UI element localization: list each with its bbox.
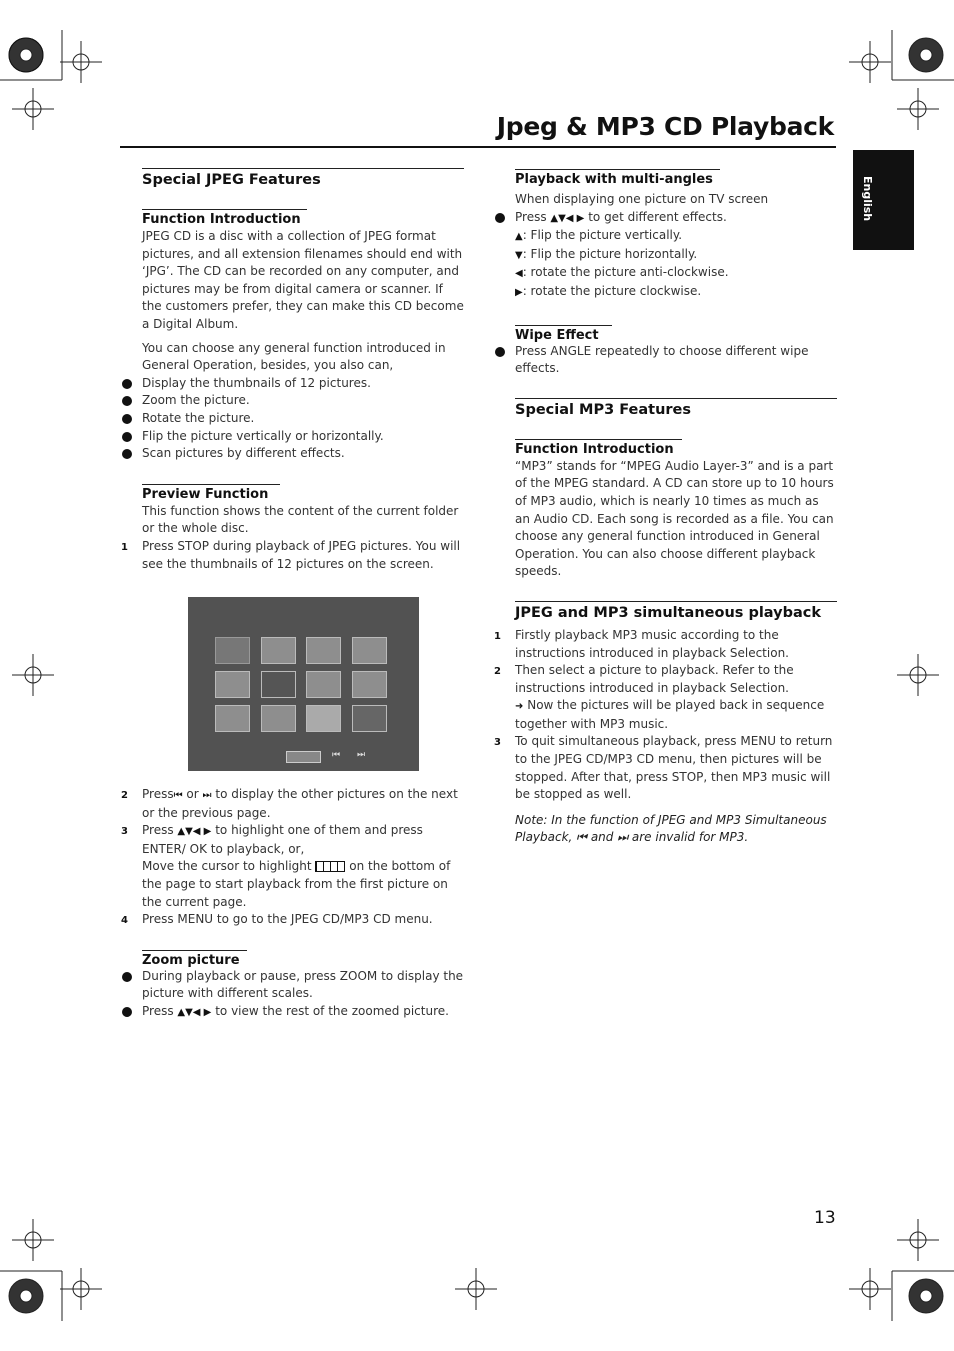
list-item: Flip the picture vertically or horizontally. — [142, 428, 464, 446]
bullet-icon — [122, 432, 132, 442]
up-arrow-icon: ▲ — [515, 231, 523, 243]
thumbnail — [306, 637, 341, 664]
page-title: Jpeg & MP3 CD Playback — [496, 112, 834, 141]
next-icon: ⏭ — [617, 830, 629, 845]
list-item: Press ▲▼◀ ▶ to get different effects. — [515, 209, 837, 228]
step-item: 2 Press⏮ or ⏭ to display the other pictures on the next or the previous page. — [121, 787, 458, 820]
wipe-effect-heading: Wipe Effect — [515, 325, 612, 343]
special-mp3-heading: Special MP3 Features — [515, 398, 837, 418]
step-item: 4 Press MENU to go to the JPEG CD/MP3 CD menu. — [121, 912, 433, 927]
thumbnail-screen — [188, 597, 419, 771]
slideshow-icon — [286, 751, 321, 763]
rotate-anticlockwise-line: ◀: rotate the picture anti-clockwise. — [515, 265, 729, 280]
list-item: Press ANGLE repeatedly to choose different wipe effects. — [515, 343, 837, 378]
thumbnail — [215, 705, 250, 732]
header-rule — [120, 146, 836, 148]
simultaneous-heading: JPEG and MP3 simultaneous playback — [515, 601, 837, 621]
right-arrow-icon: ▶ — [515, 286, 523, 298]
page-number: 13 — [814, 1208, 836, 1228]
thumbnail — [306, 671, 341, 698]
jpeg-intro-paragraph: JPEG CD is a disc with a collection of JPEG format pictures, and all extension filenames should end with ‘JPG’. The CD can be recorded on any computer, and pictures may be from digital camera or scanner. If the customers prefer, they can make this CD become a Digital Album. — [142, 229, 464, 331]
slideshow-icon — [315, 861, 345, 872]
next-icon: ⏭ — [357, 750, 366, 760]
function-intro-heading: Function Introduction — [142, 209, 307, 227]
step-item: 1 Firstly playback MP3 music according to the instructions introduced in playback Selection. — [494, 627, 789, 660]
prev-icon: ⏮ — [576, 830, 587, 845]
thumbnail — [352, 671, 387, 698]
thumbnail — [215, 637, 250, 664]
flip-horizontal-line: ▼: Flip the picture horizontally. — [515, 246, 698, 261]
special-jpeg-heading: Special JPEG Features — [142, 168, 464, 188]
arrow-keys-icon: ▲▼◀ ▶ — [177, 826, 212, 838]
mp3-function-intro-heading: Function Introduction — [515, 439, 682, 457]
left-arrow-icon: ◀ — [515, 268, 523, 280]
mp3-intro-paragraph: “MP3” stands for “MPEG Audio Layer-3” and is a part of the MPEG standard. A CD can store up to 10 hours of MP3 audio, which is nearly 10 times as much as an Audio CD. Each song is recorded as a file. You can choose any general function introduced in General Operation. You can also choose different playback speeds. — [515, 458, 834, 579]
prev-icon: ⏮ — [173, 790, 183, 801]
left-column — [121, 168, 464, 573]
note: Note: In the function of JPEG and MP3 Simultaneous Playback, ⏮ and ⏭ are invalid for MP3. — [515, 812, 827, 845]
thumbnail — [352, 637, 387, 664]
next-icon: ⏭ — [202, 790, 212, 801]
bullet-icon — [122, 414, 132, 424]
thumbnail — [261, 705, 296, 732]
multi-angle-intro: When displaying one picture on TV screen — [515, 192, 769, 206]
language-tab-label: English — [861, 176, 874, 222]
prev-icon: ⏮ — [332, 750, 341, 760]
jpeg-intro-paragraph-2: You can choose any general function introduced in General Operation, besides, you also can, — [142, 340, 446, 373]
step-item: 1 Press STOP during playback of JPEG pictures. You will see the thumbnails of 12 pictures on the screen. — [121, 538, 461, 571]
bullet-icon — [495, 213, 505, 223]
arrow-keys-icon: ▲▼◀ ▶ — [550, 212, 585, 224]
thumbnail — [215, 671, 250, 698]
step-item: 2 Then select a picture to playback. Refer to the instructions introduced in playback Selection. ➜ Now the pictures will be played back in sequence together with MP3 music. — [494, 663, 825, 731]
language-tab — [853, 150, 914, 250]
bullet-icon — [122, 379, 132, 389]
bullet-icon — [122, 1007, 132, 1017]
list-item: Press ▲▼◀ ▶ to view the rest of the zoomed picture. — [142, 1003, 464, 1022]
list-item: Rotate the picture. — [142, 410, 464, 428]
zoom-picture-heading: Zoom picture — [142, 950, 247, 968]
thumbnail — [352, 705, 387, 732]
preview-intro: This function shows the content of the current folder or the whole disc. — [142, 503, 459, 536]
list-item: Display the thumbnails of 12 pictures. — [142, 375, 464, 393]
left-column-steps — [121, 786, 464, 1022]
thumbnail — [306, 705, 341, 732]
step-item: 3 To quit simultaneous playback, press MENU to return to the JPEG CD/MP3 CD menu, then pictures will be stopped. After that, press STOP, then MP3 music will be stopped as well. — [494, 734, 833, 802]
right-column — [494, 168, 837, 847]
list-item: Zoom the picture. — [142, 392, 464, 410]
down-arrow-icon: ▼ — [515, 249, 523, 261]
list-item: Scan pictures by different effects. — [142, 445, 464, 463]
multi-angle-heading: Playback with multi-angles — [515, 169, 720, 187]
flip-vertical-line: ▲: Flip the picture vertically. — [515, 228, 683, 243]
step-item: 3 Press ▲▼◀ ▶ to highlight one of them and press ENTER/ OK to playback, or, Move the cursor to highlight on the bottom of the page to start playback from the first picture on the current page. — [121, 823, 451, 909]
rotate-clockwise-line: ▶: rotate the picture clockwise. — [515, 283, 702, 298]
bullet-icon — [122, 972, 132, 982]
thumbnail — [261, 637, 296, 664]
arrow-keys-icon: ▲▼◀ ▶ — [177, 1006, 212, 1018]
preview-function-heading: Preview Function — [142, 484, 280, 502]
list-item: During playback or pause, press ZOOM to display the picture with different scales. — [142, 968, 464, 1003]
arrow-right-icon: ➜ — [515, 701, 524, 713]
thumbnail — [261, 671, 296, 698]
bullet-icon — [495, 347, 505, 357]
